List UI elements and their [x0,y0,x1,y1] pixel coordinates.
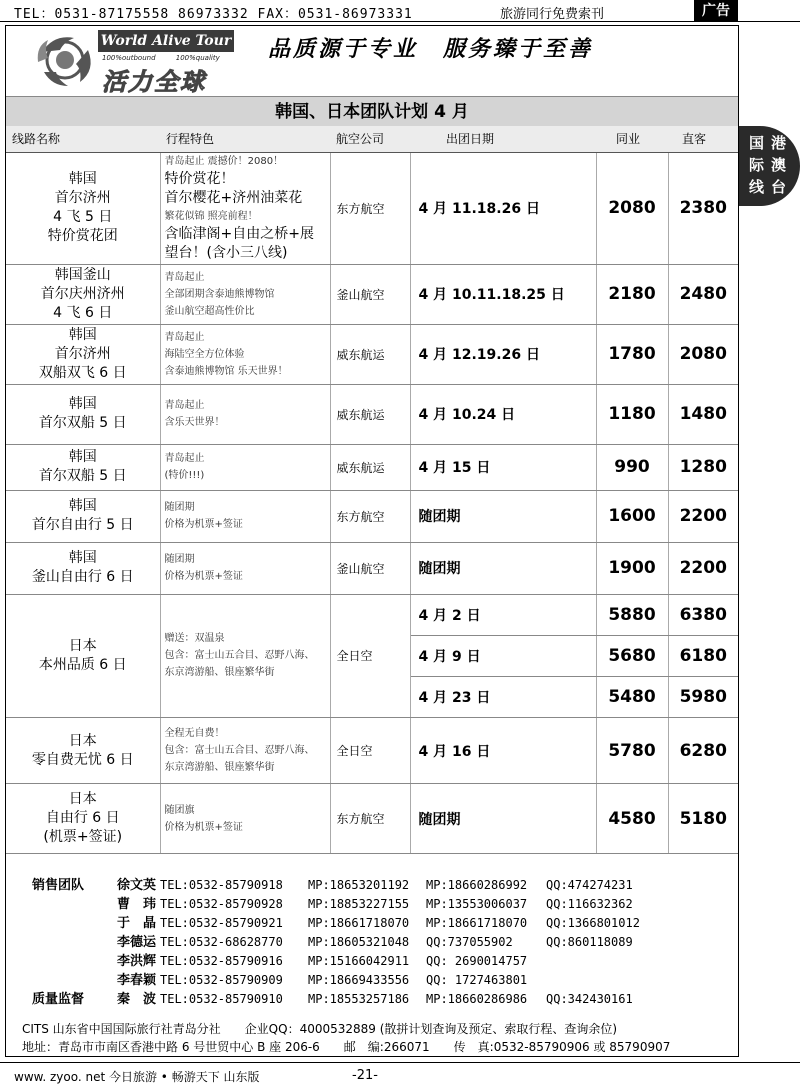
tour-table [6,126,738,854]
side-char: 港 [771,134,787,152]
col-peer-price: 同业 [596,126,668,152]
route-line: 双船双飞 6 日 [38,364,127,381]
contact-role: 质量监督 [32,992,85,1007]
feature-line: 随团旗 [164,804,195,816]
route-line: 韩国 [68,550,97,566]
feature-line: 繁花似锦 照亮前程！ [164,211,258,222]
contact-row [32,893,633,911]
direct-price-cell: 5980 [668,677,738,718]
brand-header [6,26,738,94]
route-line: 日本 [68,791,97,808]
peer-price-cell: 2180 [596,264,668,324]
table-row [6,490,738,542]
direct-price-cell: 6380 [668,594,738,635]
bottom-bar [0,1062,800,1086]
logo-english-title: World Alive Tour [98,30,234,52]
direct-price-cell: 2200 [668,542,738,594]
features-cell [160,490,330,542]
slogan: 品质源于专业 服务臻于至善 [268,37,594,62]
feature-line: 青岛起止 [164,453,205,464]
side-char: 线 [749,178,765,196]
route-line: 韩国 [68,326,97,343]
contact-name: 徐文英 [116,878,156,893]
contact-m1: MP:18553257186 [308,992,410,1006]
features-cell [160,444,330,490]
table-row [6,542,738,594]
side-tab-hk-macau-taiwan [739,126,800,206]
plan-title: 韩国、日本团队计划 4 月 [6,96,738,126]
contact-m2: QQ: 2690014757 [426,954,528,968]
contact-m2: MP:18661718070 [426,916,528,930]
feature-line: 价格为机票+签证 [164,519,243,530]
route-cell [6,264,160,324]
table-row [6,384,738,444]
contact-m1: MP:18661718070 [308,916,410,930]
route-cell [6,594,160,718]
company-info: CITS 山东省中国国际旅行社青岛分社 企业QQ：4000532889 (散拼计划查询及预定、索取行程、查询余位) [22,1022,618,1036]
col-features: 行程特色 [160,126,330,152]
route-line: 首尔双船 5 日 [38,468,127,484]
route-line: 4 飞 6 日 [53,304,113,321]
contact-tel: TEL:0532-85790921 [160,916,283,930]
airline-cell: 威东航运 [330,444,410,490]
contact-tel: TEL:0532-85790910 [160,992,283,1006]
ad-frame [5,25,739,1057]
features-cell [160,542,330,594]
contact-m3: QQ:860118089 [546,935,633,949]
date-cell: 4 月 23 日 [410,677,596,718]
features-cell [160,718,330,784]
airline-cell: 威东航运 [330,324,410,384]
side-char: 际 [749,156,765,174]
airline-cell: 釜山航空 [330,264,410,324]
peer-price-cell: 1780 [596,324,668,384]
table-row [6,718,738,784]
date-cell: 4 月 9 日 [410,635,596,676]
route-cell [6,542,160,594]
contact-name: 李德运 [116,935,156,950]
side-char: 澳 [771,156,787,174]
feature-line: 随团期 [164,554,195,565]
direct-price-cell: 6180 [668,635,738,676]
airline-cell: 全日空 [330,718,410,784]
contact-m2: MP:18660286992 [426,878,528,892]
contact-m3: QQ:474274231 [546,878,633,892]
address-info: 地址：青岛市市南区香港中路 6 号世贸中心 B 座 206-6 邮 编:266071 传 真:0532-85790906 或 85790907 [22,1040,671,1054]
route-line: 特价赏花团 [47,228,118,244]
contact-row [32,912,640,930]
feature-line: 特价赏花！ [164,171,235,187]
table-row [6,594,738,635]
feature-line: 全程无自费！ [164,728,225,740]
contact-name: 李春颖 [116,973,156,988]
contact-tel: TEL:0532-85790928 [160,897,283,911]
contact-tel: TEL:0532-85790909 [160,973,283,987]
route-line: 自由行 6 日 [45,810,120,827]
feature-line: 海陆空全方位体验 [164,348,245,360]
swirl-logo-icon [34,32,96,88]
feature-line: 青岛起止 [164,400,205,411]
route-line: (机票+签证) [43,829,123,846]
date-cell: 4 月 11.18.26 日 [410,152,596,264]
direct-price-cell: 2480 [668,264,738,324]
peer-price-cell: 1900 [596,542,668,594]
peer-price-cell: 5480 [596,677,668,718]
col-direct-price: 直客 [668,126,738,152]
feature-line: 全部团期含泰迪熊博物馆 [164,288,275,300]
table-body [6,152,738,854]
logo-chinese-name: 活力全球 [102,68,206,96]
peer-price-cell: 5680 [596,635,668,676]
date-cell: 4 月 10.24 日 [410,384,596,444]
route-line: 韩国 [68,171,97,187]
feature-line: 赠送：双温泉 [164,633,225,645]
route-line: 日本 [68,732,97,749]
feature-line: (特价!!!) [164,470,205,481]
feature-line: 含临津阁+自由之桥+展 [164,226,314,242]
peer-price-cell: 1180 [596,384,668,444]
contact-m1: MP:18605321048 [308,935,410,949]
ad-badge: 广告 [694,0,738,22]
airline-cell: 釜山航空 [330,542,410,594]
features-cell [160,784,330,854]
contact-row [32,969,546,987]
features-cell [160,152,330,264]
feature-line: 釜山航空超高性价比 [164,305,255,317]
features-cell [160,264,330,324]
route-line: 釜山自由行 6 日 [31,569,134,585]
route-line: 首尔庆州济州 [40,285,125,302]
contact-m3: QQ:1366801012 [546,916,640,930]
direct-price-cell: 1480 [668,384,738,444]
date-cell: 随团期 [410,784,596,854]
contact-row [32,950,546,968]
route-line: 韩国 [68,498,97,514]
feature-line: 青岛起止 [164,271,205,283]
feature-line: 含泰迪熊博物馆 乐天世界！ [164,365,288,377]
site-footer: www. zyoo. net 今日旅游 • 畅游天下 山东版 [14,1070,260,1084]
table-header-row [6,126,738,152]
table-row [6,784,738,854]
table-row [6,264,738,324]
date-cell: 4 月 2 日 [410,594,596,635]
table-row [6,152,738,264]
feature-line: 包含：富士山五合目、忍野八海、 [164,745,315,757]
top-bar [0,0,800,22]
date-cell: 随团期 [410,542,596,594]
contact-m2: MP:18660286986 [426,992,528,1006]
contact-m2: QQ: 1727463801 [426,973,528,987]
route-line: 4 飞 5 日 [53,209,113,225]
contact-tel: TEL:0532-85790916 [160,954,283,968]
contact-role: 销售团队 [32,878,85,893]
route-line: 首尔自由行 5 日 [31,517,134,533]
feature-line: 东京湾游船、银座繁华街 [164,762,275,774]
airline-cell: 全日空 [330,594,410,718]
route-line: 首尔济州 [54,190,111,206]
side-char: 台 [771,178,787,196]
contact-m1: MP:15166042911 [308,954,410,968]
route-line: 本州品质 6 日 [38,656,127,673]
peer-price-cell: 990 [596,444,668,490]
feature-line: 随团期 [164,502,195,513]
route-cell [6,324,160,384]
route-line: 首尔济州 [54,345,111,362]
direct-price-cell: 5180 [668,784,738,854]
direct-price-cell: 6280 [668,718,738,784]
route-cell [6,384,160,444]
route-cell [6,784,160,854]
col-airline: 航空公司 [330,126,410,152]
airline-cell: 东方航空 [330,152,410,264]
side-char: 国 [749,134,765,152]
date-cell: 随团期 [410,490,596,542]
top-contact: TEL：0531-87175558 86973332 FAX：0531-86973331 [14,7,413,22]
contact-name: 曹 玮 [116,897,156,912]
features-cell [160,594,330,718]
airline-cell: 东方航空 [330,490,410,542]
features-cell [160,324,330,384]
table-row [6,324,738,384]
route-cell [6,490,160,542]
peer-price-cell: 4580 [596,784,668,854]
free-catalog-label: 旅游同行免费索刊 [500,7,605,22]
contact-m1: MP:18853227155 [308,897,410,911]
contact-m1: MP:18653201192 [308,878,410,892]
table-row [6,444,738,490]
date-cell: 4 月 12.19.26 日 [410,324,596,384]
peer-price-cell: 2080 [596,152,668,264]
direct-price-cell: 2380 [668,152,738,264]
airline-cell: 威东航运 [330,384,410,444]
peer-price-cell: 5780 [596,718,668,784]
date-cell: 4 月 10.11.18.25 日 [410,264,596,324]
route-cell [6,718,160,784]
logo-tagline-1: 100%outbound [102,54,156,62]
peer-price-cell: 1600 [596,490,668,542]
feature-line: 望台！(含小三八线) [164,245,288,261]
contact-tel: TEL:0532-85790918 [160,878,283,892]
logo-tagline [102,54,238,62]
route-line: 零自费无忧 6 日 [31,751,134,768]
contact-m1: MP:18669433556 [308,973,410,987]
contact-m2: MP:13553006037 [426,897,528,911]
feature-line: 价格为机票+签证 [164,571,243,582]
col-dates: 出团日期 [410,126,596,152]
date-cell: 4 月 16 日 [410,718,596,784]
feature-line: 含乐天世界！ [164,417,225,428]
route-line: 日本 [68,637,97,654]
feature-line: 首尔樱花+济州油菜花 [164,190,303,206]
route-line: 韩国釜山 [54,266,111,283]
contact-row [32,931,633,949]
route-line: 韩国 [68,449,97,465]
feature-line: 青岛起止 震撼价！2080！ [164,156,284,167]
contact-name: 李洪辉 [116,954,156,969]
date-cell: 4 月 15 日 [410,444,596,490]
contact-name: 秦 波 [116,992,156,1007]
route-cell [6,444,160,490]
direct-price-cell: 2080 [668,324,738,384]
route-cell [6,152,160,264]
route-line: 首尔双船 5 日 [38,415,127,431]
contact-m2: QQ:737055902 [426,935,513,949]
airline-cell: 东方航空 [330,784,410,854]
route-line: 韩国 [68,396,97,412]
contact-row [32,874,633,892]
features-cell [160,384,330,444]
page-number: -21- [352,1068,378,1083]
feature-line: 东京湾游船、银座繁华街 [164,667,275,679]
contact-tel: TEL:0532-68628770 [160,935,283,949]
feature-line: 价格为机票+签证 [164,821,243,833]
feature-line: 包含：富士山五合目、忍野八海、 [164,650,315,662]
contact-name: 于 晶 [116,916,156,931]
peer-price-cell: 5880 [596,594,668,635]
col-route: 线路名称 [6,126,160,152]
direct-price-cell: 2200 [668,490,738,542]
contact-row [32,988,633,1006]
direct-price-cell: 1280 [668,444,738,490]
feature-line: 青岛起止 [164,331,205,343]
logo-tagline-2: 100%quality [175,54,220,62]
contact-m3: QQ:342430161 [546,992,633,1006]
contact-m3: QQ:116632362 [546,897,633,911]
